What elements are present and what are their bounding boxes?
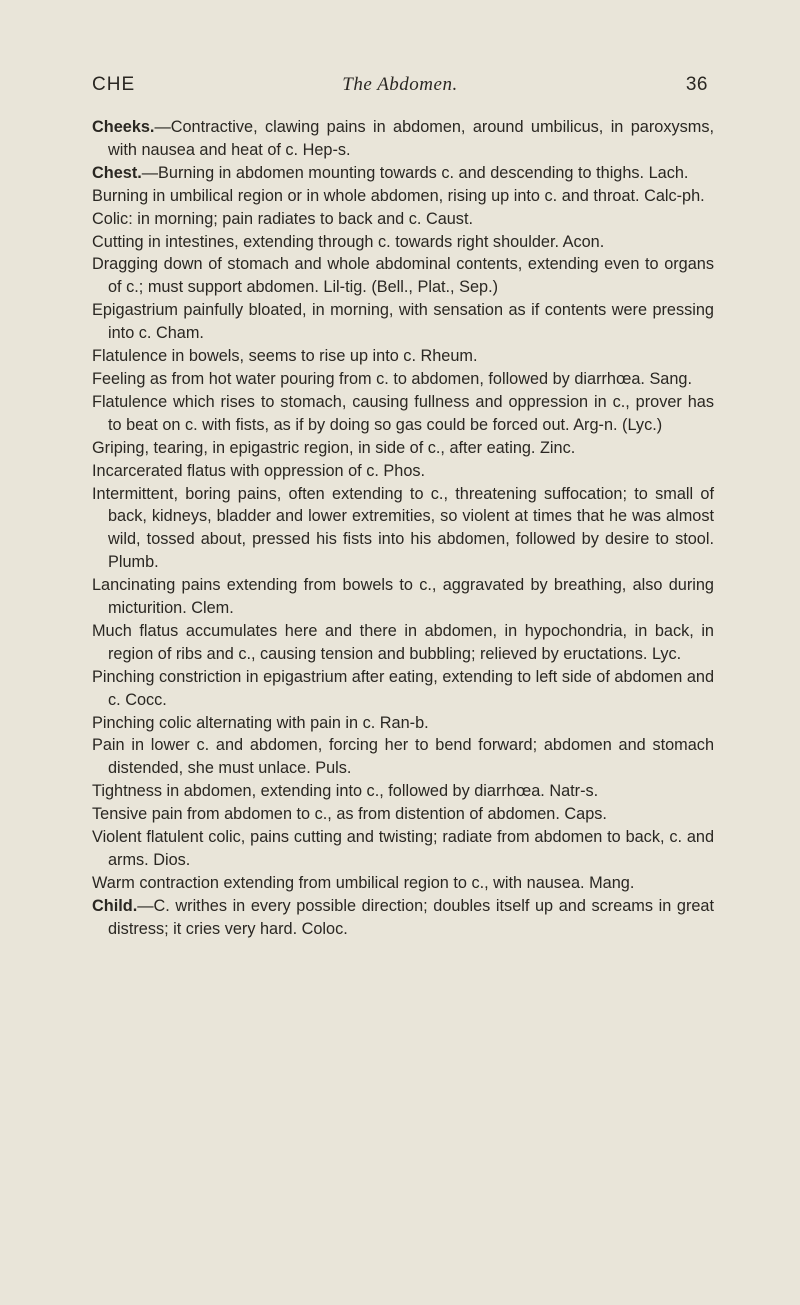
header-rubric: CHE [92,74,136,95]
entry [92,460,714,483]
entry-text: —C. writhes in every possible direction; doubles itself up and screams in great distress; it cries very hard. Coloc. [108,896,714,938]
entry [92,826,714,872]
entry [92,368,714,391]
entry [92,345,714,368]
entry [92,253,714,299]
entry-text: Pinching constriction in epigastrium after eating, extending to left side of abdomen and c. Cocc. [92,667,714,709]
entry [92,895,714,941]
entry-text: Griping, tearing, in epigastric region, in side of c., after eating. Zinc. [92,438,576,457]
entry-text: Cutting in intestines, extending through c. towards right shoulder. Acon. [92,232,605,251]
entry [92,483,714,575]
entry-text: Dragging down of stomach and whole abdominal contents, extending even to organs of c.; must support abdomen. Lil-tig. (Bell., Plat., Sep.) [92,255,714,297]
entry [92,574,714,620]
entry-text: Epigastrium painfully bloated, in morning, with sensation as if contents were pressing into c. Cham. [92,301,714,343]
entry [92,391,714,437]
entry [92,162,714,185]
entry-text: Intermittent, boring pains, often extending to c., threatening suffocation; to small of back, kidneys, bladder and lower extremities, so violent at times that he was almost wild, tossed about, pressed his fists into his abdomen, followed by desire to stool. Plumb. [92,484,714,572]
entry-text: Warm contraction extending from umbilical region to c., with nausea. Mang. [92,873,635,892]
entry [92,666,714,712]
entry [92,803,714,826]
entry-text: —Burning in abdomen mounting towards c. and descending to thighs. Lach. [141,163,689,182]
entry-text: —Contractive, clawing pains in abdomen, around umbilicus, in paroxysms, with nausea and heat of c. Hep-s. [108,118,714,159]
entry-text: Much flatus accumulates here and there in abdomen, in hypochondria, in back, in region of ribs and c., causing tension and bubbling; relieved by eructations. Lyc. [92,621,714,663]
entry [92,116,714,162]
entry-text: Flatulence which rises to stomach, causing fullness and oppression in c., prover has to beat on c. with fists, as if by doing so gas could be forced out. Arg-n. (Lyc.) [92,392,714,434]
entry-text: Flatulence in bowels, seems to rise up into c. Rheum. [92,347,478,366]
entry [92,231,714,254]
entry-text: Colic: in morning; pain radiates to back and c. Caust. [92,209,473,228]
entry-text: Violent flatulent colic, pains cutting and twisting; radiate from abdomen to back, c. and arms. Dios. [92,828,714,869]
running-header [92,74,708,102]
entry-text: Pinching colic alternating with pain in c. Ran-b. [92,713,429,732]
entry-text: Tightness in abdomen, extending into c., followed by diarrhœa. Natr-s. [92,782,599,801]
entry-rubric: Chest. [92,163,142,182]
entry [92,780,714,803]
page-body [92,116,714,941]
header-chapter-title: The Abdomen. [342,74,458,95]
entry [92,712,714,735]
page-number: 36 [685,74,708,95]
entry [92,299,714,345]
entry-rubric: Cheeks. [92,118,155,136]
entry [92,185,714,208]
entry [92,734,714,780]
entry [92,620,714,666]
entry-text: Incarcerated flatus with oppression of c. Phos. [92,461,426,480]
entry-text: Feeling as from hot water pouring from c. to abdomen, followed by diarrhœa. Sang. [92,369,692,388]
entry [92,437,714,460]
entry [92,208,714,231]
entry [92,872,714,895]
entry-text: Pain in lower c. and abdomen, forcing her to bend forward; abdomen and stomach distended, she must unlace. Puls. [92,736,714,778]
entry-rubric: Child. [92,896,138,915]
entry-text: Lancinating pains extending from bowels to c., aggravated by breathing, also during micturition. Clem. [92,576,714,618]
entry-text: Tensive pain from abdomen to c., as from distention of abdomen. Caps. [92,805,607,824]
entry-text: Burning in umbilical region or in whole abdomen, rising up into c. and throat. Calc-ph. [92,186,705,205]
